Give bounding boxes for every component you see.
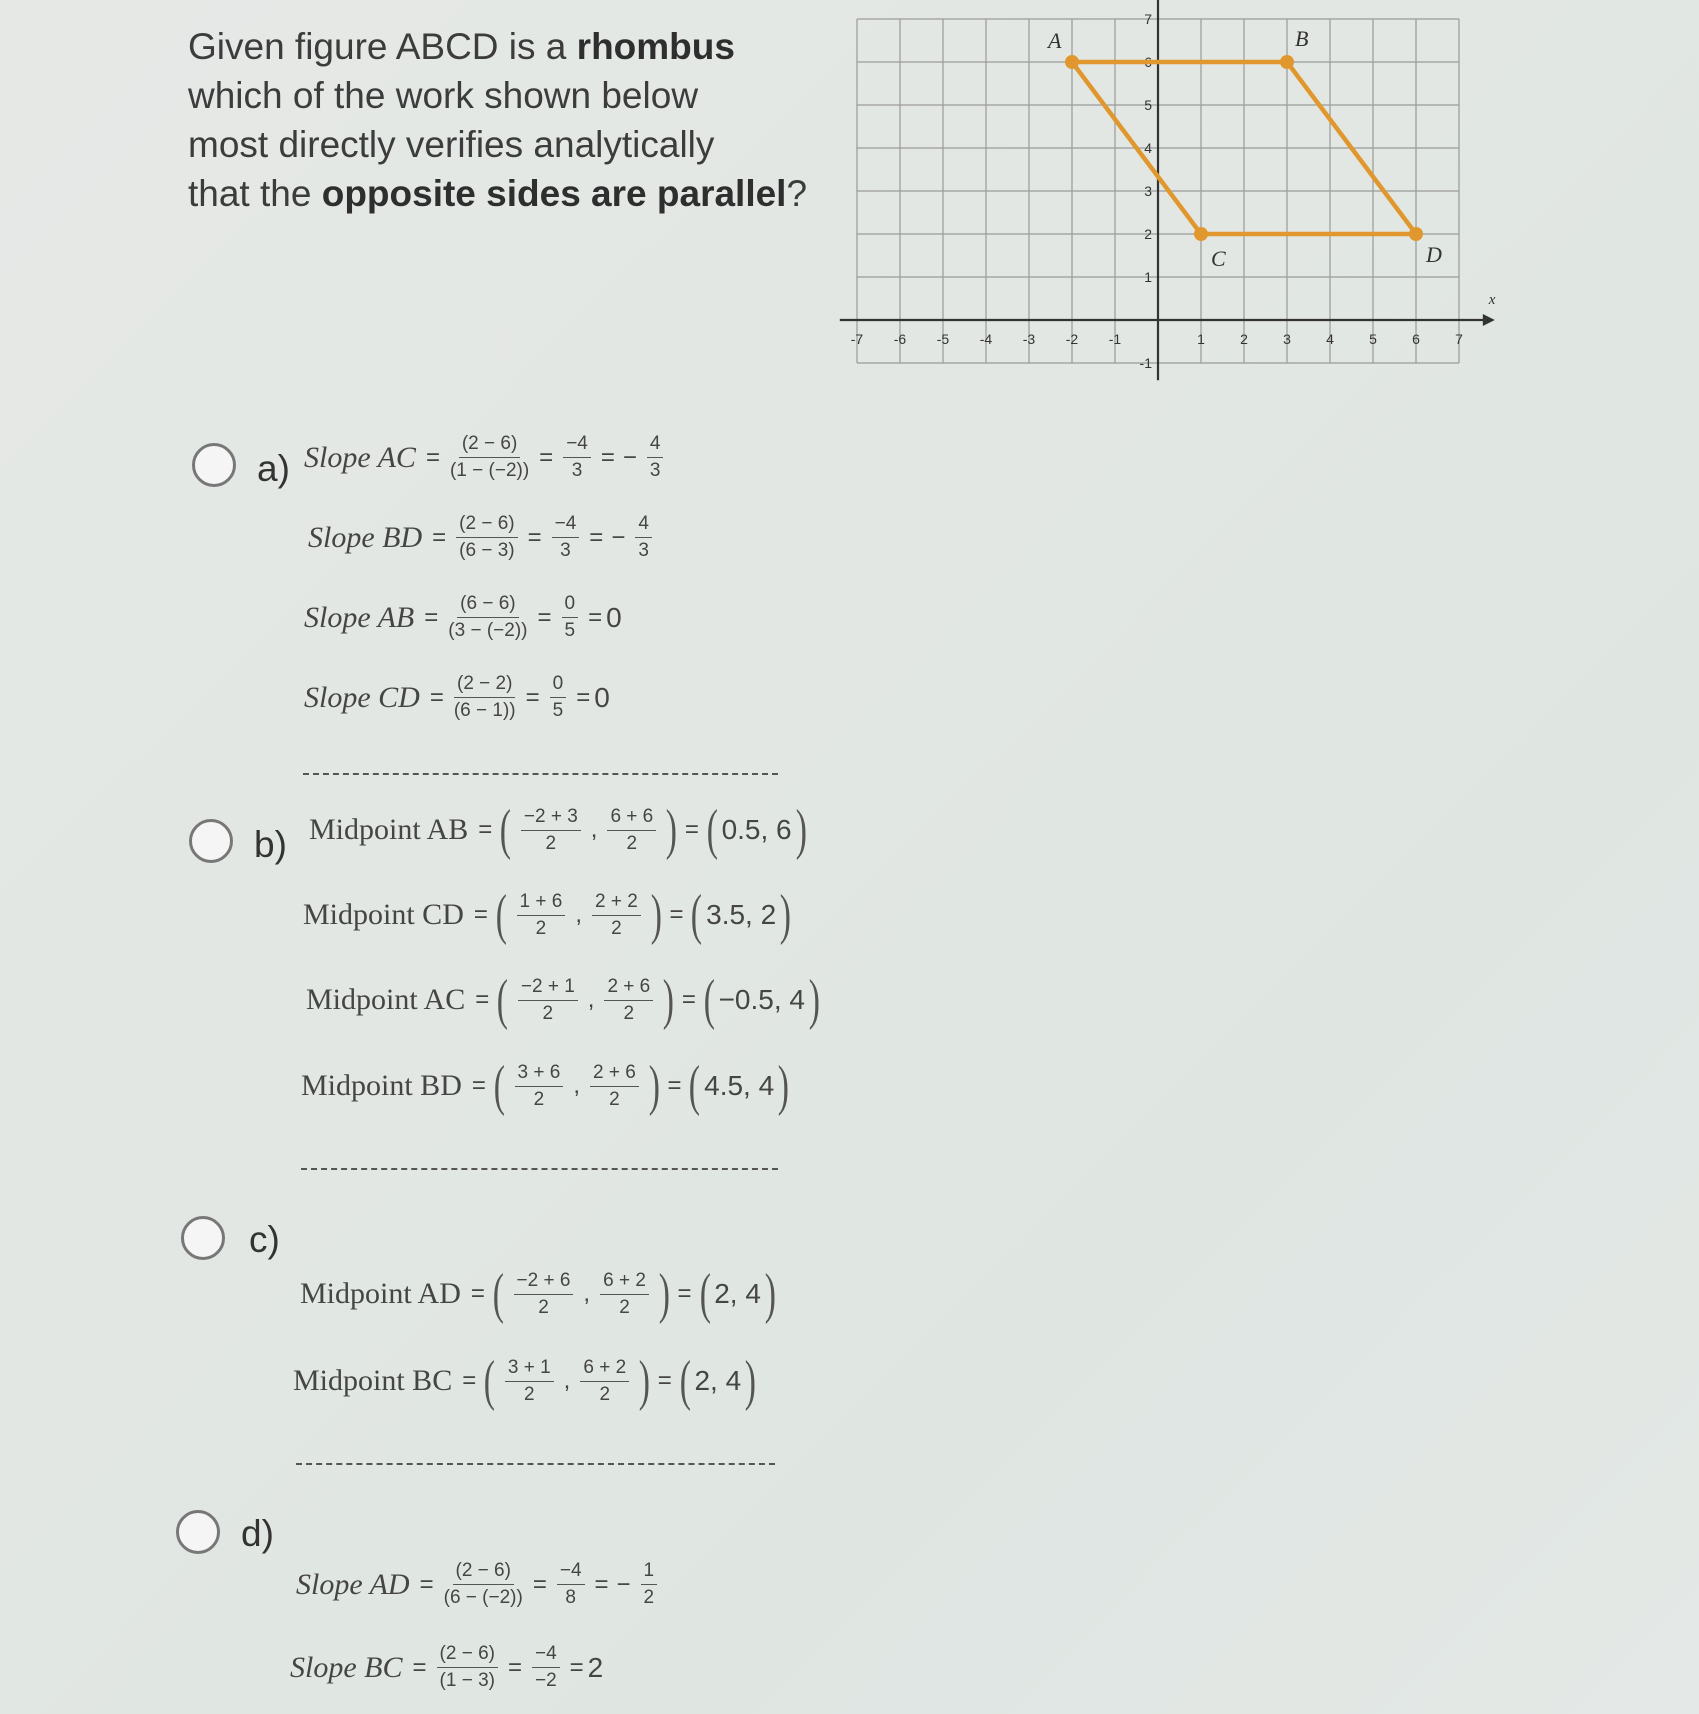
frac-num: −4 [563,433,591,458]
radio-option-c[interactable] [181,1216,225,1260]
point-a [1065,55,1079,69]
eq-a-slope-bd: Slope BD = $\frac{(2 - 6)}{(6 - 3)}$ = $\frac{-4}{3}$ = − $\frac{4}{3}$ [308,513,658,562]
eq-result: 2, 4 [694,1365,742,1396]
point-c [1194,227,1208,241]
point-label-b: B [1295,26,1309,51]
question-line-4: that the [188,173,322,214]
eq-result: −0.5, 4 [718,984,805,1015]
y-tick-label: 6 [1144,54,1152,70]
frac-den: 2 [643,1587,655,1608]
x-tick-label: 6 [1412,331,1420,347]
eq-result: 2 [587,1651,604,1683]
option-letter-d: d) [241,1513,274,1554]
eq-c-midpoint-bc: Midpoint BC = ( $\frac{3 + 1}{2}$ , $\frac{6 + 2}{2}$ ) = ( 2, 4 ) [293,1350,757,1412]
eq-a-slope-ac: Slope AC = $\frac{(2 - 6)}{(1 - (-2))}$ = $\frac{-4}{3}$ = − $\frac{4}{3}$ [304,433,669,482]
eq-label: Slope AC [304,440,416,474]
x-tick-label: -2 [1065,331,1079,347]
eq-b-midpoint-bd: Midpoint BD = ( $\frac{3 + 6}{2}$ , $\frac{2 + 6}{2}$ ) = ( 4.5, 4 ) [301,1055,790,1117]
x-tick-label: -1 [1108,331,1122,347]
eq-label: Midpoint BC [293,1364,453,1397]
frac-den: 3 [571,460,583,481]
frac-den: 2 [599,1383,611,1405]
frac-den: 2 [609,1088,620,1110]
eq-label: Slope AB [304,600,415,634]
neg-sign: − [622,443,637,471]
frac-den: 5 [564,620,576,641]
point-d [1409,227,1423,241]
frac-num: 6 + 2 [580,1357,629,1382]
eq-label: Midpoint AD [300,1277,461,1310]
radio-option-d[interactable] [176,1510,220,1554]
frac-den: (6 − 3) [459,540,515,561]
y-tick-label: 3 [1144,183,1152,199]
point-label-c: C [1211,246,1226,271]
question-mark: ? [786,173,808,214]
frac-num: −4 [557,1560,585,1585]
frac-num: −2 + 3 [521,806,581,831]
option-letter-c: c) [249,1219,280,1260]
question-bold-rhombus: rhombus [576,26,735,67]
eq-b-midpoint-ac: Midpoint AC = ( $\frac{-2 + 1}{2}$ , $\frac{2 + 6}{2}$ ) = ( −0.5, 4 ) [306,969,820,1031]
option-letter-b: b) [254,824,287,865]
frac-num: −4 [532,1643,560,1668]
frac-den: (6 − 1)) [453,700,516,721]
x-tick-label: 5 [1369,331,1377,347]
x-tick-label: -7 [850,331,864,347]
eq-a-slope-ab: Slope AB = $\frac{(6 - 6)}{(3 - (-2))}$ = $\frac{0}{5}$ = 0 [304,593,622,641]
frac-den: (1 − (−2)) [449,460,530,481]
x-tick-label: -4 [979,331,993,347]
frac-den: 2 [535,917,547,939]
radio-option-b[interactable] [189,819,233,863]
neg-sign: − [611,523,626,551]
frac-den: 5 [552,700,564,721]
point-label-d: D [1426,242,1442,267]
frac-den: 2 [533,1088,545,1110]
question-line-1: Given figure ABCD is a [188,26,577,67]
eq-label: Midpoint AC [306,983,466,1016]
separator-line [301,1168,778,1170]
point-label-a: A [1048,28,1062,53]
eq-label: Slope AD [296,1567,410,1601]
frac-num: 4 [635,513,652,538]
x-tick-label: 2 [1240,331,1248,347]
frac-den: 2 [538,1296,549,1318]
frac-num: (6 − 6) [457,593,518,618]
y-tick-label: 7 [1144,11,1152,27]
eq-result: 3.5, 2 [706,899,777,930]
x-axis-arrow [1483,314,1495,326]
eq-result: 0 [594,681,610,713]
eq-b-midpoint-cd: Midpoint CD = ( $\frac{1 + 6}{2}$ , $\frac{2 + 2}{2}$ ) = ( 3.5, 2 ) [303,884,792,946]
frac-num: 6 + 6 [607,806,656,831]
frac-num: 0 [550,673,567,698]
question-bold-parallel: opposite sides are parallel [321,173,787,214]
option-letter-a: a) [257,448,290,489]
x-tick-label: -6 [893,331,907,347]
separator-line [303,773,778,775]
frac-den: (1 − 3) [439,1670,495,1691]
frac-num: 4 [647,433,664,458]
eq-label: Midpoint BD [301,1069,462,1102]
frac-den: 2 [619,1296,630,1318]
y-tick-label: 4 [1144,140,1152,156]
frac-den: 3 [649,460,661,481]
frac-num: 0 [562,593,579,618]
eq-c-midpoint-ad: Midpoint AD = ( $\frac{-2 + 6}{2}$ , $\frac{6 + 2}{2}$ ) = ( 2, 4 ) [300,1263,776,1325]
eq-b-midpoint-ab: Midpoint AB = ( $\frac{-2 + 3}{2}$ , $\frac{6 + 6}{2}$ ) = ( 0.5, 6 ) [309,799,807,861]
frac-den: 3 [638,540,649,561]
y-tick-label: 1 [1144,269,1152,285]
question-line-3: most directly verifies analytically [188,124,715,165]
x-tick-label: 4 [1326,331,1334,347]
y-tick-label: -1 [1139,355,1152,371]
eq-label: Midpoint AB [309,813,469,846]
frac-den: 2 [611,917,622,939]
frac-den: (6 − (−2)) [443,1587,523,1608]
eq-d-slope-ad: Slope AD = $\frac{(2 - 6)}{(6 - (-2))}$ = $\frac{-4}{8}$ = − $\frac{1}{2}$ [296,1560,663,1609]
neg-sign: − [616,1570,631,1598]
x-axis-label: x [1488,292,1496,308]
frac-den: 2 [626,832,638,854]
eq-a-slope-cd: Slope CD = $\frac{(2 - 2)}{(6 - 1))}$ = $\frac{0}{5}$ = 0 [304,673,610,721]
frac-num: −2 + 6 [514,1270,574,1295]
frac-den: 2 [523,1383,535,1405]
frac-den: 2 [623,1002,635,1024]
frac-num: (2 − 6) [459,433,520,458]
question-text [188,22,848,218]
frac-num: (2 − 6) [437,1643,498,1668]
question-line-2: which of the work shown below [188,75,699,116]
frac-num: 3 + 1 [505,1357,554,1382]
frac-num: 1 + 6 [517,891,566,916]
frac-num: −4 [552,513,580,538]
eq-label: Midpoint CD [303,898,464,931]
eq-result: 0.5, 6 [721,814,792,845]
y-tick-label: 2 [1144,226,1152,242]
frac-num: (2 − 6) [456,513,517,538]
eq-label: Slope CD [304,680,420,714]
frac-num: (2 − 6) [453,1560,514,1585]
frac-num: 3 + 6 [515,1062,564,1087]
frac-den: 8 [565,1587,576,1608]
frac-num: 1 [641,1560,658,1585]
separator-line [296,1463,775,1465]
frac-den: −2 [534,1670,557,1691]
coordinate-graph [840,11,1496,388]
eq-result: 0 [606,601,622,633]
y-tick-label: 5 [1144,97,1152,113]
x-tick-label: 1 [1197,331,1205,347]
x-tick-label: -5 [936,331,950,347]
frac-den: (3 − (−2)) [448,620,528,641]
x-tick-label: -3 [1022,331,1036,347]
frac-num: 2 + 2 [592,891,641,916]
eq-result: 4.5, 4 [704,1070,775,1101]
frac-den: 3 [560,540,571,561]
radio-option-a[interactable] [192,443,236,487]
frac-num: 6 + 2 [600,1270,649,1295]
frac-den: 2 [542,1002,554,1024]
eq-d-slope-bc: Slope BC = $\frac{(2 - 6)}{(1 - 3)}$ = $\frac{-4}{-2}$ = 2 [290,1643,604,1691]
eq-label: Slope BC [290,1650,403,1684]
x-tick-label: 7 [1455,331,1463,347]
eq-label: Slope BD [308,520,423,554]
frac-num: (2 − 2) [454,673,515,698]
point-b [1280,55,1294,69]
frac-num: −2 + 1 [518,976,578,1001]
frac-num: 2 + 6 [590,1062,639,1087]
eq-result: 2, 4 [714,1278,761,1309]
frac-num: 2 + 6 [604,976,653,1001]
x-tick-label: 3 [1283,331,1291,347]
frac-den: 2 [545,832,557,854]
